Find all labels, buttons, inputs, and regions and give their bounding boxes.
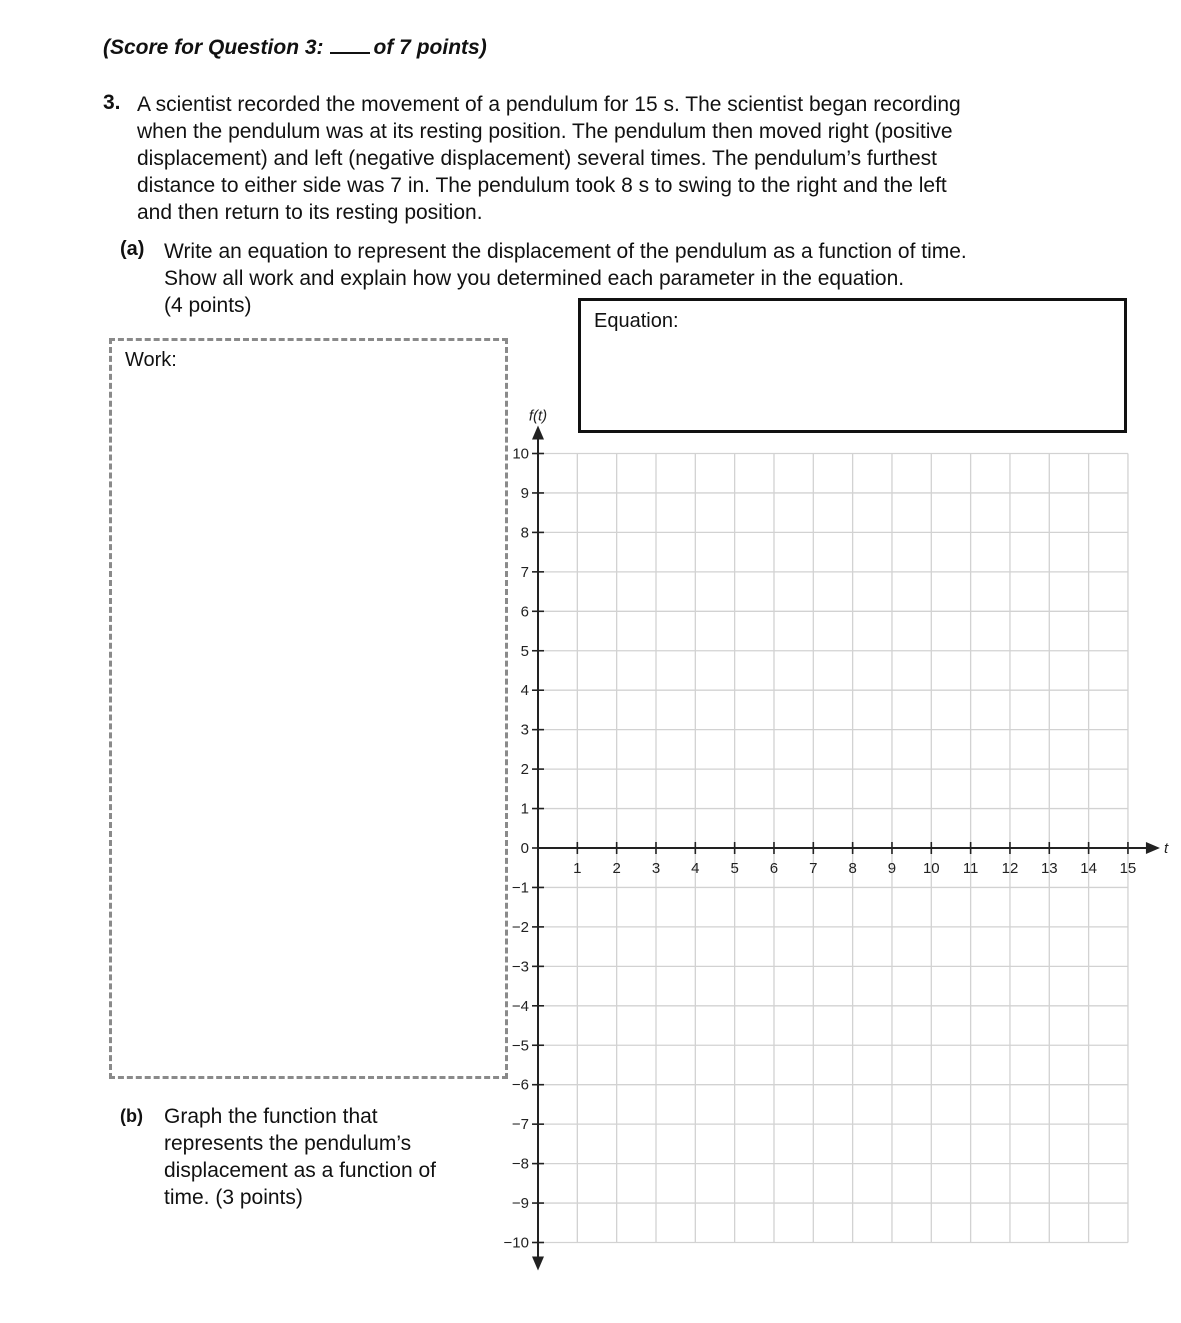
y-tick-label: −7 xyxy=(511,1116,529,1134)
x-tick-label: 2 xyxy=(612,860,621,877)
y-tick-label: −4 xyxy=(511,997,529,1015)
question-line: displacement) and left (negative displacement) several times. The pendulum’s furthest xyxy=(137,147,937,170)
y-tick-label: 0 xyxy=(520,840,529,857)
equation-label: Equation: xyxy=(594,310,679,332)
score-prefix: (Score for Question 3: xyxy=(103,36,324,59)
x-axis-name: t xyxy=(1163,840,1169,857)
question-line: when the pendulum was at its resting position. The pendulum then moved right (positive xyxy=(137,120,953,143)
y-tick-label: 5 xyxy=(520,642,529,660)
y-tick-label: 9 xyxy=(520,484,529,502)
x-tick-label: 7 xyxy=(809,860,818,877)
y-axis-arrow-up xyxy=(532,426,544,440)
y-tick-label: 2 xyxy=(520,761,529,779)
y-tick-label: −6 xyxy=(511,1076,529,1094)
part-b-line: displacement as a function of xyxy=(164,1159,436,1182)
y-tick-label: 10 xyxy=(512,445,529,463)
x-axis-arrow-right xyxy=(1146,842,1160,854)
y-tick-label: −10 xyxy=(503,1234,529,1252)
question-number: 3. xyxy=(103,91,121,114)
x-tick-label: 4 xyxy=(691,860,700,877)
x-tick-label: 1 xyxy=(573,860,582,877)
question-line: A scientist recorded the movement of a pendulum for 15 s. The scientist began recording xyxy=(137,93,961,116)
y-tick-label: 1 xyxy=(520,800,529,818)
x-tick-label: 15 xyxy=(1119,860,1137,877)
x-tick-label: 10 xyxy=(922,860,940,877)
y-axis-arrow-down xyxy=(532,1257,544,1271)
part-b-label: (b) xyxy=(120,1106,143,1126)
x-tick-label: 13 xyxy=(1040,860,1058,877)
y-tick-label: −2 xyxy=(511,918,529,936)
x-tick-label: 11 xyxy=(962,860,979,877)
y-tick-label: 7 xyxy=(520,563,529,581)
part-b-line: represents the pendulum’s xyxy=(164,1132,412,1155)
x-tick-label: 3 xyxy=(651,860,661,877)
part-b-line: time. (3 points) xyxy=(164,1186,303,1209)
y-axis-name: f(t) xyxy=(528,407,548,425)
y-tick-label: −8 xyxy=(511,1155,529,1173)
question-line: and then return to its resting position. xyxy=(137,201,483,224)
y-tick-label: −5 xyxy=(511,1037,529,1055)
axis-layer xyxy=(532,426,1160,1271)
part-a-line: Write an equation to represent the displacement of the pendulum as a function of time. xyxy=(164,240,967,263)
x-tick-label: 8 xyxy=(848,860,857,877)
part-b-line: Graph the function that xyxy=(164,1105,378,1128)
y-tick-label: 3 xyxy=(520,721,529,739)
work-label: Work: xyxy=(125,349,177,371)
y-tick-label: 6 xyxy=(520,603,529,621)
x-tick-label: 5 xyxy=(730,860,739,877)
label-layer xyxy=(504,408,1169,1252)
x-tick-label: 6 xyxy=(769,860,779,877)
y-tick-label: −9 xyxy=(511,1195,529,1213)
part-a-line: Show all work and explain how you determined each parameter in the equation. xyxy=(164,267,905,290)
part-a-line: (4 points) xyxy=(164,294,252,317)
x-tick-label: 14 xyxy=(1080,860,1097,877)
x-tick-label: 12 xyxy=(1001,860,1019,877)
y-tick-label: −3 xyxy=(511,958,529,976)
question-line: distance to either side was 7 in. The pendulum took 8 s to swing to the right and the left xyxy=(137,174,947,197)
part-a-label: (a) xyxy=(120,238,145,260)
x-tick-label: 9 xyxy=(887,860,897,877)
score-suffix: of 7 points) xyxy=(373,36,487,59)
y-tick-label: 8 xyxy=(520,524,529,542)
y-tick-label: −1 xyxy=(511,879,529,897)
y-tick-label: 4 xyxy=(520,682,529,700)
